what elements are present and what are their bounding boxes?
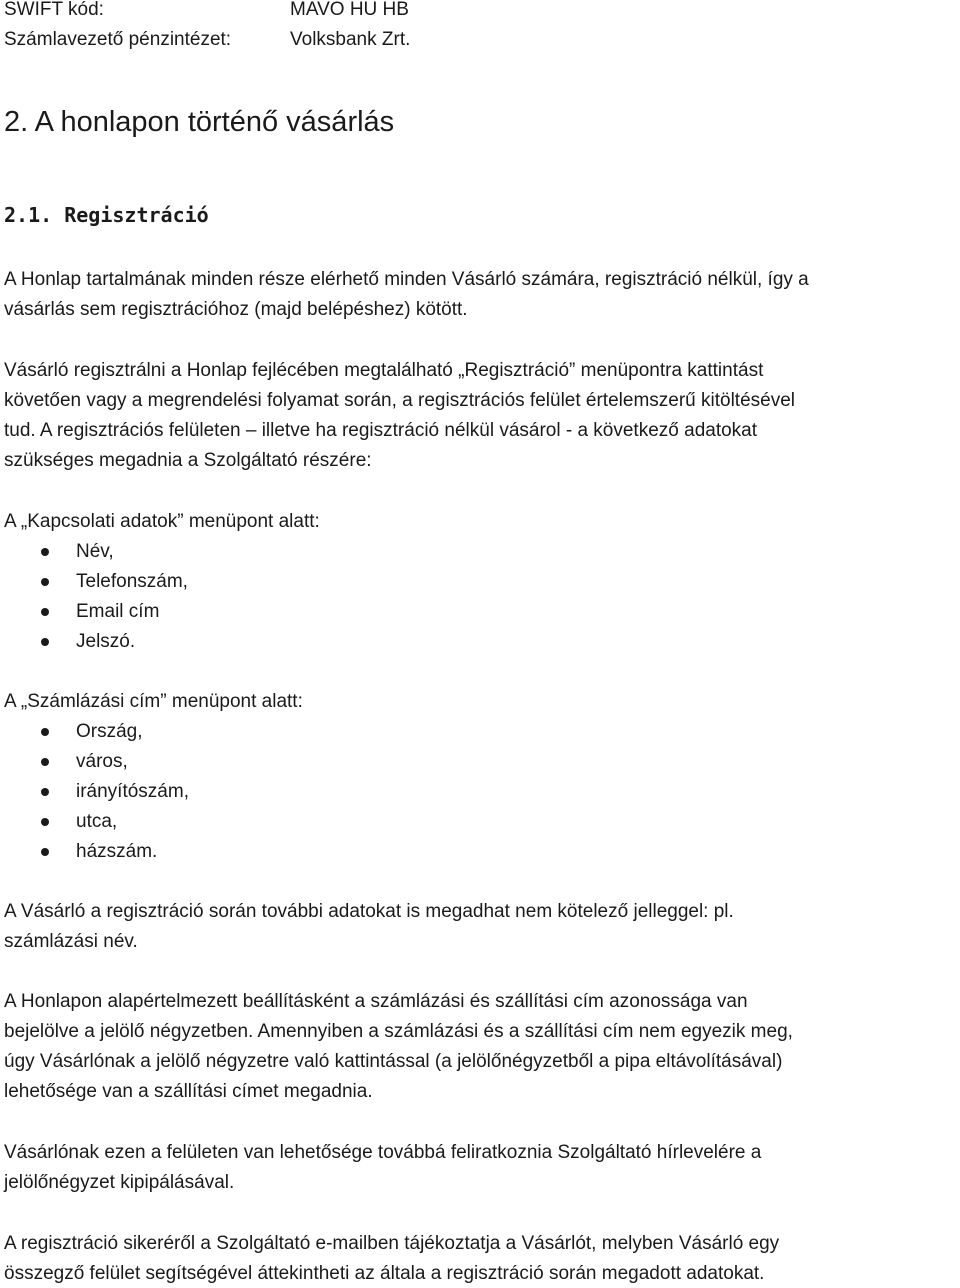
paragraph-line: A regisztráció sikeréről a Szolgáltató e-mailben tájékoztatja a Vásárlót, melyben Vásárló egy [4, 1233, 780, 1254]
list-item [4, 630, 188, 660]
list-item [4, 840, 189, 870]
bullet-icon [41, 608, 49, 616]
list-item-label: Jelszó. [76, 631, 136, 652]
list-item [4, 810, 189, 840]
paragraph-line: bejelölve a jelölő négyzetben. Amennyiben a számlázási és a szállítási cím nem egyezik meg, [4, 1021, 793, 1042]
contact-list [4, 540, 188, 660]
list-item-label: Telefonszám, [76, 571, 188, 592]
billing-intro: A „Számlázási cím” menüpont alatt: [4, 691, 303, 712]
paragraph-line: jelölőnégyzet kipipálásával. [4, 1172, 235, 1193]
list-item [4, 780, 189, 810]
list-item-label: utca, [76, 811, 118, 832]
billing-list [4, 720, 189, 870]
list-item-label: város, [76, 751, 128, 772]
paragraph-line: szükséges megadnia a Szolgáltató részére: [4, 450, 372, 471]
paragraph-line: A Vásárló a regisztráció során további adatokat is megadhat nem kötelező jelleggel: pl. [4, 901, 734, 922]
bullet-icon [41, 848, 49, 856]
paragraph-line: A Honlapon alapértelmezett beállításként a számlázási és szállítási cím azonossága van [4, 991, 748, 1012]
paragraph-line: összegző felület segítségével áttekintheti az általa a regisztráció során megadott adatokat. [4, 1263, 765, 1284]
list-item-label: házszám. [76, 841, 158, 862]
list-item [4, 720, 189, 750]
paragraph-line: tud. A regisztrációs felületen – illetve ha regisztráció nélkül vásárol - a következő adatokat [4, 420, 758, 441]
list-item-label: Ország, [76, 721, 143, 742]
bullet-icon [41, 548, 49, 556]
list-item [4, 750, 189, 780]
paragraph-line: követően vagy a megrendelési folyamat során, a regisztrációs felület értelemszerű kitöltésével [4, 390, 795, 411]
list-item-label: Email cím [76, 601, 160, 622]
list-item [4, 600, 188, 630]
bullet-icon [41, 788, 49, 796]
contact-intro: A „Kapcsolati adatok” menüpont alatt: [4, 511, 320, 532]
bank-value: Volksbank Zrt. [290, 29, 411, 50]
paragraph-line: A Honlap tartalmának minden része elérhető minden Vásárló számára, regisztráció nélkül, így a [4, 269, 809, 290]
paragraph-line: úgy Vásárlónak a jelölő négyzetre való kattintással (a jelölőnégyzetből a pipa eltávolításával) [4, 1051, 783, 1072]
list-item-label: irányítószám, [76, 781, 189, 802]
paragraph-line: Vásárlónak ezen a felületen van lehetősége továbbá feliratkoznia Szolgáltató hírlevelére a [4, 1142, 762, 1163]
list-item [4, 540, 188, 570]
bullet-icon [41, 638, 49, 646]
bullet-icon [41, 578, 49, 586]
paragraph-line: vásárlás sem regisztrációhoz (majd belépéshez) kötött. [4, 299, 468, 320]
list-item [4, 570, 188, 600]
bullet-icon [41, 818, 49, 826]
bullet-icon [41, 728, 49, 736]
swift-value: MAVO HU HB [290, 0, 409, 20]
bank-label: Számlavezető pénzintézet: [4, 29, 232, 50]
bullet-icon [41, 758, 49, 766]
paragraph-line: Vásárló regisztrálni a Honlap fejlécében megtalálható „Regisztráció” menüpontra kattintást [4, 360, 764, 381]
section-title: 2. A honlapon történő vásárlás [4, 106, 395, 138]
paragraph-line: számlázási név. [4, 931, 138, 952]
swift-label: SWIFT kód: [4, 0, 104, 20]
paragraph-line: lehetősége van a szállítási címet megadnia. [4, 1081, 373, 1102]
subsection-title: 2.1. Regisztráció [4, 203, 209, 227]
list-item-label: Név, [76, 541, 114, 562]
